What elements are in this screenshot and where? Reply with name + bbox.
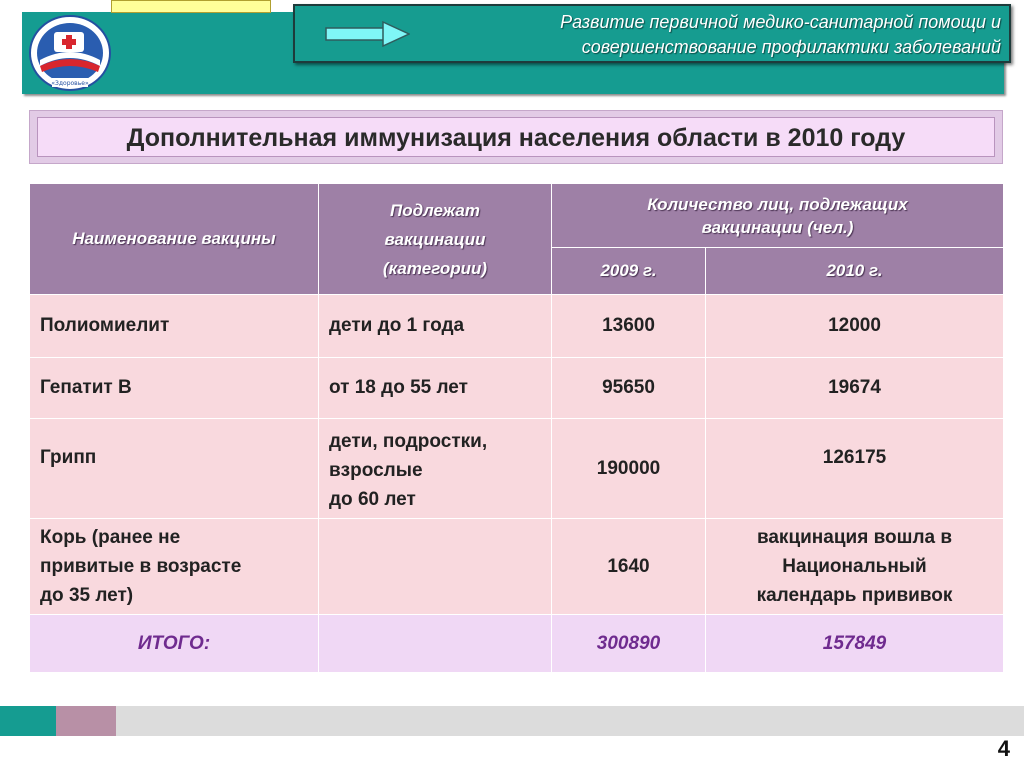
table-row [30, 358, 1004, 419]
section-title [441, 10, 1001, 60]
page-number: 4 [997, 736, 1010, 761]
table-header-row [30, 184, 1004, 248]
table-row [30, 295, 1004, 358]
footer-bar [0, 706, 1024, 736]
svg-text:«Здоровье»: «Здоровье» [51, 80, 89, 87]
count-2010-cell: 19674 [706, 358, 1004, 419]
footer-accent-pink [56, 706, 116, 736]
arrow-right-icon [325, 21, 410, 47]
category-cell: от 18 до 55 лет [319, 358, 552, 419]
total-empty-cell [319, 615, 552, 673]
emblem-logo [26, 14, 114, 92]
vaccine-name-header: Наименование вакцины [30, 184, 319, 295]
category-header: Подлежат вакцинации (категории) [319, 184, 552, 295]
category-cell: дети, подростки, взрослые до 60 лет [319, 419, 552, 519]
total-2009-value: 300890 [552, 615, 706, 673]
count-2009-cell: 1640 [552, 519, 706, 615]
count-2009-cell: 13600 [552, 295, 706, 358]
slide-title-frame [29, 110, 1003, 164]
count-2009-cell: 95650 [552, 358, 706, 419]
section-title-line2: совершенствование профилактики заболеваний [581, 37, 1001, 57]
year-2010-header: 2010 г. [706, 248, 1004, 295]
table-row [30, 519, 1004, 615]
category-cell: дети до 1 года [319, 295, 552, 358]
section-title-box [293, 4, 1011, 63]
decorative-tab [111, 0, 271, 13]
count-2009-cell: 190000 [552, 419, 706, 519]
vaccine-name-cell: Гепатит В [30, 358, 319, 419]
slide-title: Дополнительная иммунизация населения области в 2010 году [126, 124, 906, 152]
footer-accent-teal [0, 706, 56, 736]
count-2010-cell: 126175 [706, 419, 1004, 519]
year-2009-header: 2009 г. [552, 248, 706, 295]
total-2010-value: 157849 [706, 615, 1004, 673]
vaccine-name-cell: Грипп [30, 419, 319, 519]
count-2010-cell: вакцинация вошла в Национальный календарь прививок [706, 519, 1004, 615]
category-cell [319, 519, 552, 615]
table-row [30, 419, 1004, 519]
total-label: ИТОГО: [30, 615, 319, 673]
immunization-table [29, 183, 1004, 673]
vaccine-name-cell: Полиомиелит [30, 295, 319, 358]
count-2010-cell: 12000 [706, 295, 1004, 358]
section-title-line1: Развитие первичной медико-санитарной помощи и [560, 12, 1001, 32]
total-row [30, 615, 1004, 673]
persons-count-header: Количество лиц, подлежащих вакцинации (чел.) [552, 184, 1004, 248]
vaccine-name-cell: Корь (ранее не привитые в возрасте до 35 лет) [30, 519, 319, 615]
slide-title-box [37, 117, 995, 157]
